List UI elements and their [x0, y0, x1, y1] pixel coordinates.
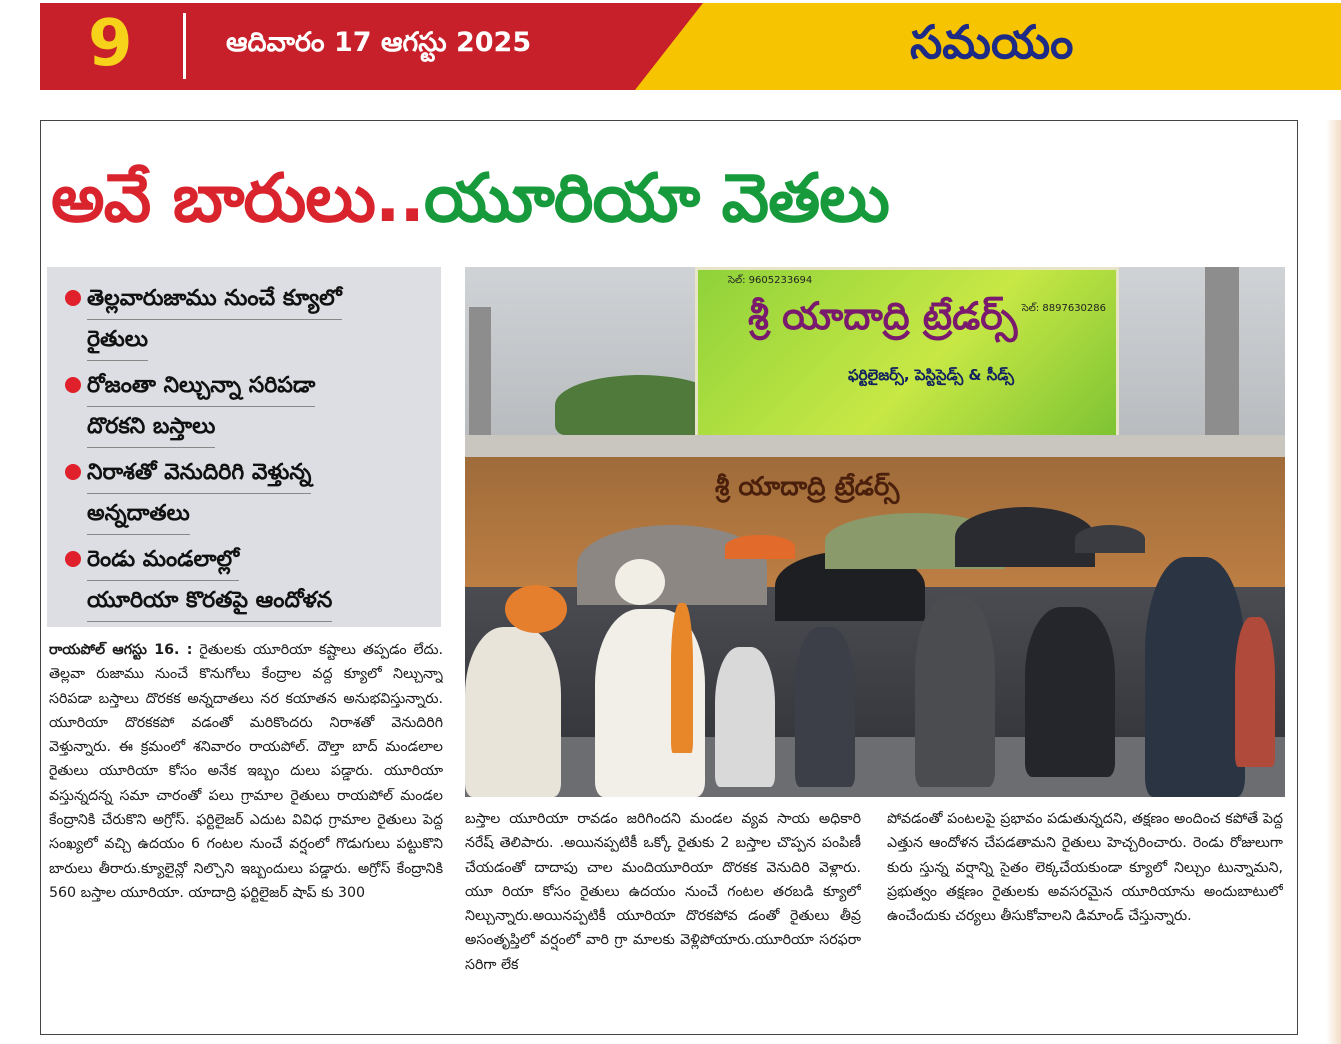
- highlight-line: తెల్లవారుజాము నుంచే క్యూలో: [87, 279, 342, 320]
- article-text: పోవడంతో పంటలపై ప్రభావం పడుతున్నదని, తక్షణం అందించ కపోతే పెద్ద ఎత్తున ఆందోళన చేపడతామని రైతులు హెచ్చరించారు. రెండు రోజులుగా కురు స్తున్న వర్షాన్ని సైతం లెక్కచేయకుండా క్యూలో నిల్చుం టున్నామని, ప్రభుత్వం తక్షణం రైతులకు అవసరమైన యూరియాను అందుబాటులో ఉంచేందుకు చర్యలు తీసుకోవాలని డిమాండ్ చేస్తున్నారు.: [887, 811, 1283, 925]
- highlight-line: రోజంతా నిల్చున్నా సరిపడా: [87, 366, 315, 407]
- issue-date: ఆదివారం 17 ఆగస్టు 2025: [226, 27, 532, 58]
- highlight-item: [61, 453, 427, 535]
- article-column-3: [887, 807, 1283, 1027]
- sign-phone-right: సెల్: 8897630286: [1021, 303, 1106, 314]
- shop-front-sign: శ్రీ యాదాద్రి ట్రేడర్స్: [715, 472, 900, 502]
- highlight-item: [61, 540, 427, 622]
- highlight-line: అన్నదాతలు: [87, 494, 190, 535]
- sign-title: శ్రీ యాదాద్రి ట్రేడర్స్: [748, 294, 1018, 338]
- umbrella: [1075, 525, 1145, 553]
- bullet-dot-icon: [65, 464, 81, 480]
- dateline: రాయపోల్ ఆగస్టు 16. :: [49, 642, 193, 658]
- headline-red-part: అవే బారులు..: [51, 159, 424, 237]
- umbrella: [955, 507, 1095, 567]
- adjacent-page-edge: [1326, 120, 1341, 1044]
- newspaper-brand: సమయం: [910, 15, 1074, 69]
- person: [915, 597, 995, 787]
- person: [1025, 607, 1115, 777]
- person: [1235, 617, 1275, 767]
- page-number: 9: [88, 7, 133, 81]
- person: [795, 627, 855, 787]
- highlight-line: దొరకని బస్తాలు: [87, 407, 215, 448]
- person-turban: [615, 559, 665, 605]
- masthead-divider: [183, 13, 186, 79]
- highlight-line: రైతులు: [87, 320, 148, 361]
- photo-pillar: [469, 307, 491, 447]
- highlight-line: నిరాశతో వెనుదిరిగి వెళ్తున్న: [87, 453, 311, 494]
- news-photo: [465, 267, 1285, 797]
- article-column-1: [49, 638, 443, 1018]
- person-raincoat: [1145, 557, 1245, 797]
- highlight-item: [61, 279, 427, 361]
- sign-phone-left: సెల్: 9605233694: [728, 275, 813, 286]
- highlight-item: [61, 366, 427, 448]
- person-turban: [505, 585, 567, 633]
- umbrella: [725, 535, 795, 559]
- article-text: బస్తాల యూరియా రావడం జరిగిందని మండల వ్యవ సాయ అధికారి నరేష్ తెలిపారు. .అయినప్పటికీ ఒక్కో రైతుకు 2 బస్తాల చొప్పన పంపిణీ చేయడంతో దాదాపు చాల మందియూరియా దొరకక వెనుదిరి వెళ్లారు. యూ రియా కోసం రైతులు ఉదయం నుంచే గంటల తరబడి క్యూలో నిల్చున్నారు.అయినప్పటికీ యూరియా దొరకపోవ డంతో రైతులు తీవ్ర అసంతృప్తిలో వర్షంలో వారి గ్రా మాలకు వెళ్లిపోయారు.యూరియా సరఫరా సరిగా లేక: [465, 811, 861, 973]
- bullet-dot-icon: [65, 377, 81, 393]
- bullet-dot-icon: [65, 551, 81, 567]
- bullet-dot-icon: [65, 290, 81, 306]
- sign-subtitle: ఫర్టిలైజర్స్, పెస్టిసైడ్స్ & సీడ్స్: [848, 366, 1014, 384]
- person: [715, 647, 775, 787]
- headline: [51, 151, 1291, 246]
- article-column-2: [465, 807, 861, 1027]
- photo-roof: [465, 435, 1285, 457]
- article-text: రైతులకు యూరియా కష్టాలు తప్పడం లేదు. తెల్లవా రుజాము నుంచే కొనుగోలు కేంద్రాల వద్ద క్యూలో నిల్చున్నా సరిపడా బస్తాలు దొరకక అన్నదాతలు నర కయాతన అనుభవిస్తున్నారు. యూరియా దొరకకపో వడంతో మరికొందరు నిరాశతో వెనుదిరిగి వెళ్తున్నారు. ఈ క్రమంలో శనివారం రాయపోల్. దౌల్తా బాద్ మండలాల రైతులు యూరియా కోసం అనేక ఇబ్బం దులు పడ్డారు. యూరియా వస్తున్నదన్న సమా చారంతో పలు గ్రామాల రైతులు రాయపోల్ మండల కేంద్రానికి చేరుకొని అగ్రోస్. ఫర్టిలైజర్ ఎదుట వివిధ గ్రామాల రైతులు పెద్ద సంఖ్యలో వచ్చి ఉదయం 6 గంటల నుంచే వర్షంలో గొడుగులు పట్టుకొని బారులు తీరారు.క్యూలైన్లో నిల్చొని ఇబ్బందులు పడ్డారు. అగ్రోస్ కేంద్రానికి 560 బస్తాల యూరియా. యాదాద్రి ఫర్టిలైజర్ షాప్ కు 300: [49, 642, 443, 901]
- photo-pillar: [1205, 267, 1239, 442]
- shop-signboard: [695, 267, 1119, 445]
- highlights-box: [47, 267, 441, 627]
- highlight-line: యూరియా కొరతపై ఆందోళన: [87, 581, 332, 622]
- orange-scarf: [671, 603, 693, 753]
- highlight-line: రెండు మండలాల్లో: [87, 540, 239, 581]
- article: [40, 120, 1298, 1035]
- headline-green-part: యూరియా వెతలు: [423, 159, 889, 237]
- masthead: [40, 3, 1341, 90]
- person: [465, 627, 561, 797]
